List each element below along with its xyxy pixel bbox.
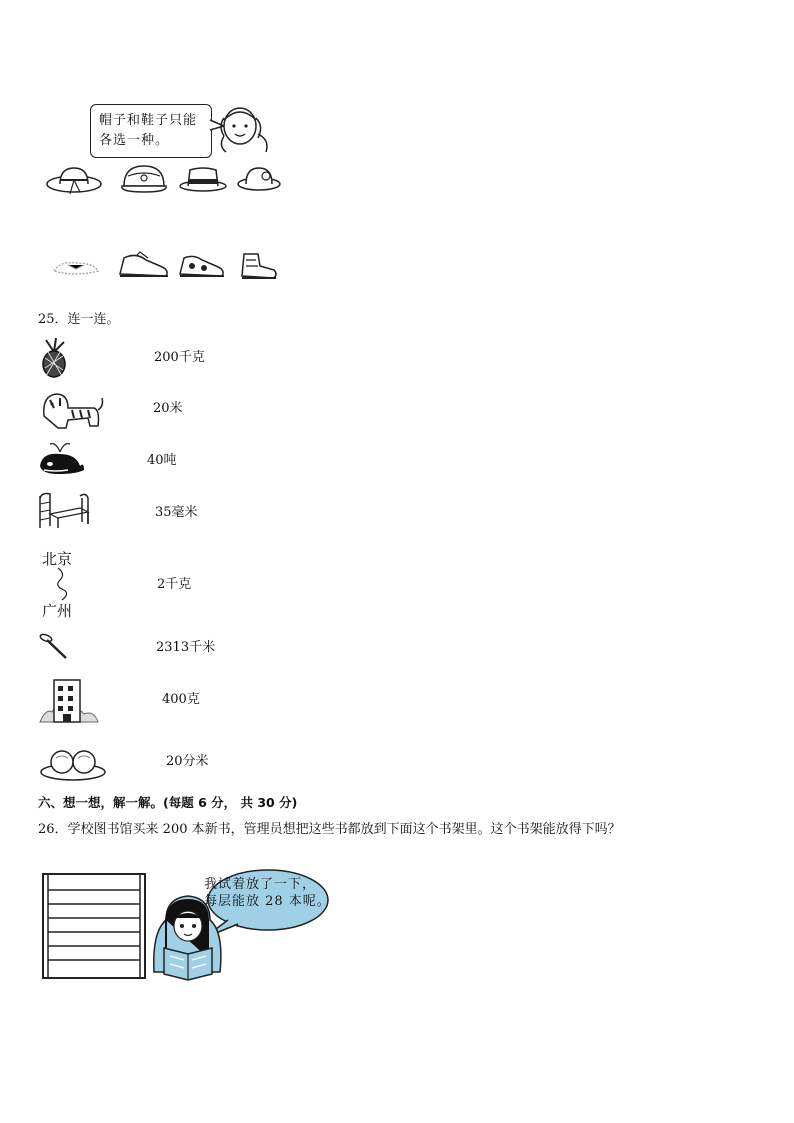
map-city-beijing: 北京	[42, 550, 73, 568]
q25-label-3: 40吨	[147, 453, 177, 468]
baseball-cap-icon	[118, 160, 170, 196]
leather-shoes-icon	[116, 248, 172, 282]
q26-bubble-text	[204, 876, 331, 910]
q25-label-5: 2千克	[157, 577, 192, 592]
girl-face-icon	[200, 96, 284, 160]
q26-bubble-line-1: 我试着放了一下，	[204, 877, 317, 892]
route-map-icon	[44, 566, 84, 600]
q25-label-6: 2313千米	[156, 640, 216, 655]
nail-icon	[38, 632, 72, 662]
wide-brim-hat-icon	[44, 162, 104, 198]
bubble-line-2: 各选一种。	[99, 133, 170, 148]
bookshelf-icon	[40, 870, 152, 982]
q25-label-7: 400克	[162, 692, 200, 707]
tiger-icon	[38, 386, 104, 432]
building-icon	[38, 672, 100, 726]
slipper-shoe-icon	[50, 255, 102, 279]
q26-text: 26．学校图书馆买来 200 本新书，管理员想把这些书都放到下面这个书架里。这个书架能放得下吗？	[38, 822, 621, 837]
map-city-guangzhou: 广州	[42, 602, 73, 620]
whale-icon	[36, 438, 86, 478]
q25-label-1: 200千克	[154, 350, 205, 365]
bubble-text	[99, 111, 197, 151]
q25-title: 25．连一连。	[38, 312, 120, 327]
flower-hat-icon	[236, 162, 282, 194]
bed-icon	[36, 488, 92, 532]
fruit-plate-icon	[38, 742, 108, 782]
pineapple-icon	[36, 338, 70, 378]
section6-heading: 六、想一想，解一解。(每题 6 分， 共 30 分)	[38, 795, 298, 810]
q25-label-8: 20分米	[166, 754, 209, 769]
boots-icon	[236, 248, 280, 282]
fedora-hat-icon	[178, 164, 228, 194]
q25-label-4: 35毫米	[155, 505, 198, 520]
q26-bubble-line-2: 每层能放 28 本呢。	[204, 894, 331, 909]
q25-label-2: 20米	[153, 401, 183, 416]
speech-bubble	[90, 104, 212, 158]
bubble-line-1: 帽子和鞋子只能	[99, 113, 198, 128]
sneakers-icon	[176, 250, 228, 280]
